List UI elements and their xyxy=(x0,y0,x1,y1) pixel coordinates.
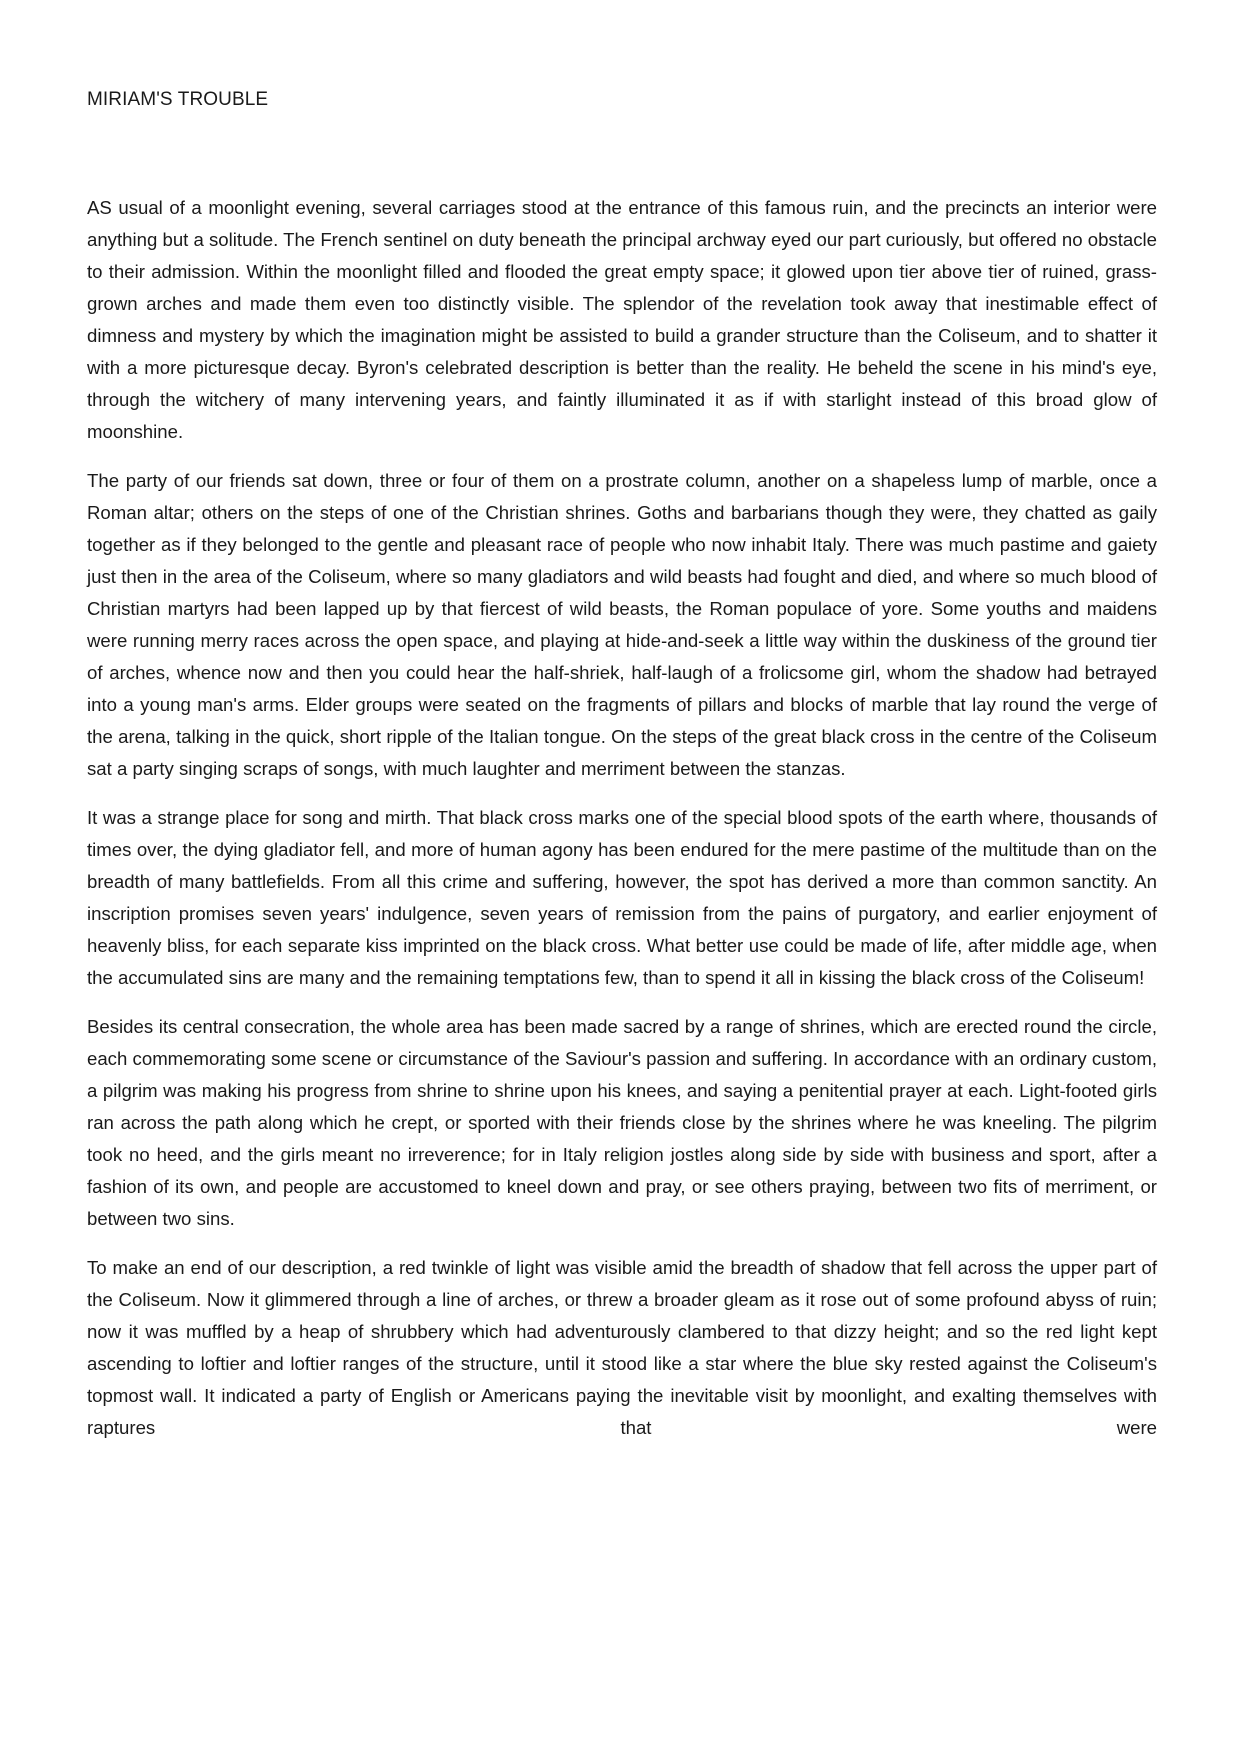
paragraph-4: Besides its central consecration, the whole area has been made sacred by a range of shrines, which are erected round the circle, each commemorating some scene or circumstance of the Saviour's passion and suffering. In accordance with an ordinary custom, a pilgrim was making his progress from shrine to shrine upon his knees, and saying a penitential prayer at each. Light-footed girls ran across the path along which he crept, or sported with their friends close by the shrines where he was kneeling. The pilgrim took no heed, and the girls meant no irreverence; for in Italy religion jostles along side by side with business and sport, after a fashion of its own, and people are accustomed to kneel down and pray, or see others praying, between two fits of merriment, or between two sins. xyxy=(87,1016,1157,1229)
paragraph-5: To make an end of our description, a red twinkle of light was visible amid the breadth of shadow that fell across the upper part of the Coliseum. Now it glimmered through a line of arches, or threw a broader gleam as it rose out of some profound abyss of ruin; now it was muffled by a heap of shrubbery which had adventurously clambered to that dizzy height; and so the red light kept ascending to loftier and loftier ranges of the structure, until it stood like a star where the blue sky rested against the Coliseum's topmost wall. It indicated a party of English or Americans paying the inevitable visit by moonlight, and exalting themselves with raptures that were xyxy=(87,1257,1157,1438)
paragraph-3: It was a strange place for song and mirth. That black cross marks one of the special blood spots of the earth where, thousands of times over, the dying gladiator fell, and more of human agony has been endured for the mere pastime of the multitude than on the breadth of many battlefields. From all this crime and suffering, however, the spot has derived a more than common sanctity. An inscription promises seven years' indulgence, seven years of remission from the pains of purgatory, and earlier enjoyment of heavenly bliss, for each separate kiss imprinted on the black cross. What better use could be made of life, after middle age, when the accumulated sins are many and the remaining temptations few, than to spend it all in kissing the black cross of the Coliseum! xyxy=(87,807,1157,988)
paragraph-2: The party of our friends sat down, three or four of them on a prostrate column, another on a shapeless lump of marble, once a Roman altar; others on the steps of one of the Christian shrines. Goths and barbarians though they were, they chatted as gaily together as if they belonged to the gentle and pleasant race of people who now inhabit Italy. There was much pastime and gaiety just then in the area of the Coliseum, where so many gladiators and wild beasts had fought and died, and where so much blood of Christian martyrs had been lapped up by that fiercest of wild beasts, the Roman populace of yore. Some youths and maidens were running merry races across the open space, and playing at hide-and-seek a little way within the duskiness of the ground tier of arches, whence now and then you could hear the half-shriek, half-laugh of a frolicsome girl, whom the shadow had betrayed into a young man's arms. Elder groups were seated on the fragments of pillars and blocks of marble that lay round the verge of the arena, talking in the quick, short ripple of the Italian tongue. On the steps of the great black cross in the centre of the Coliseum sat a party singing scraps of songs, with much laughter and merriment between the stanzas. xyxy=(87,470,1157,779)
document-body xyxy=(87,192,1157,1461)
document-title: MIRIAM'S TROUBLE xyxy=(87,89,269,110)
paragraph-1: AS usual of a moonlight evening, several carriages stood at the entrance of this famous ruin, and the precincts an interior were anything but a solitude. The French sentinel on duty beneath the principal archway eyed our part curiously, but offered no obstacle to their admission. Within the moonlight filled and flooded the great empty space; it glowed upon tier above tier of ruined, grass-grown arches and made them even too distinctly visible. The splendor of the revelation took away that inestimable effect of dimness and mystery by which the imagination might be assisted to build a grander structure than the Coliseum, and to shatter it with a more picturesque decay. Byron's celebrated description is better than the reality. He beheld the scene in his mind's eye, through the witchery of many intervening years, and faintly illuminated it as if with starlight instead of this broad glow of moonshine. xyxy=(87,197,1157,442)
